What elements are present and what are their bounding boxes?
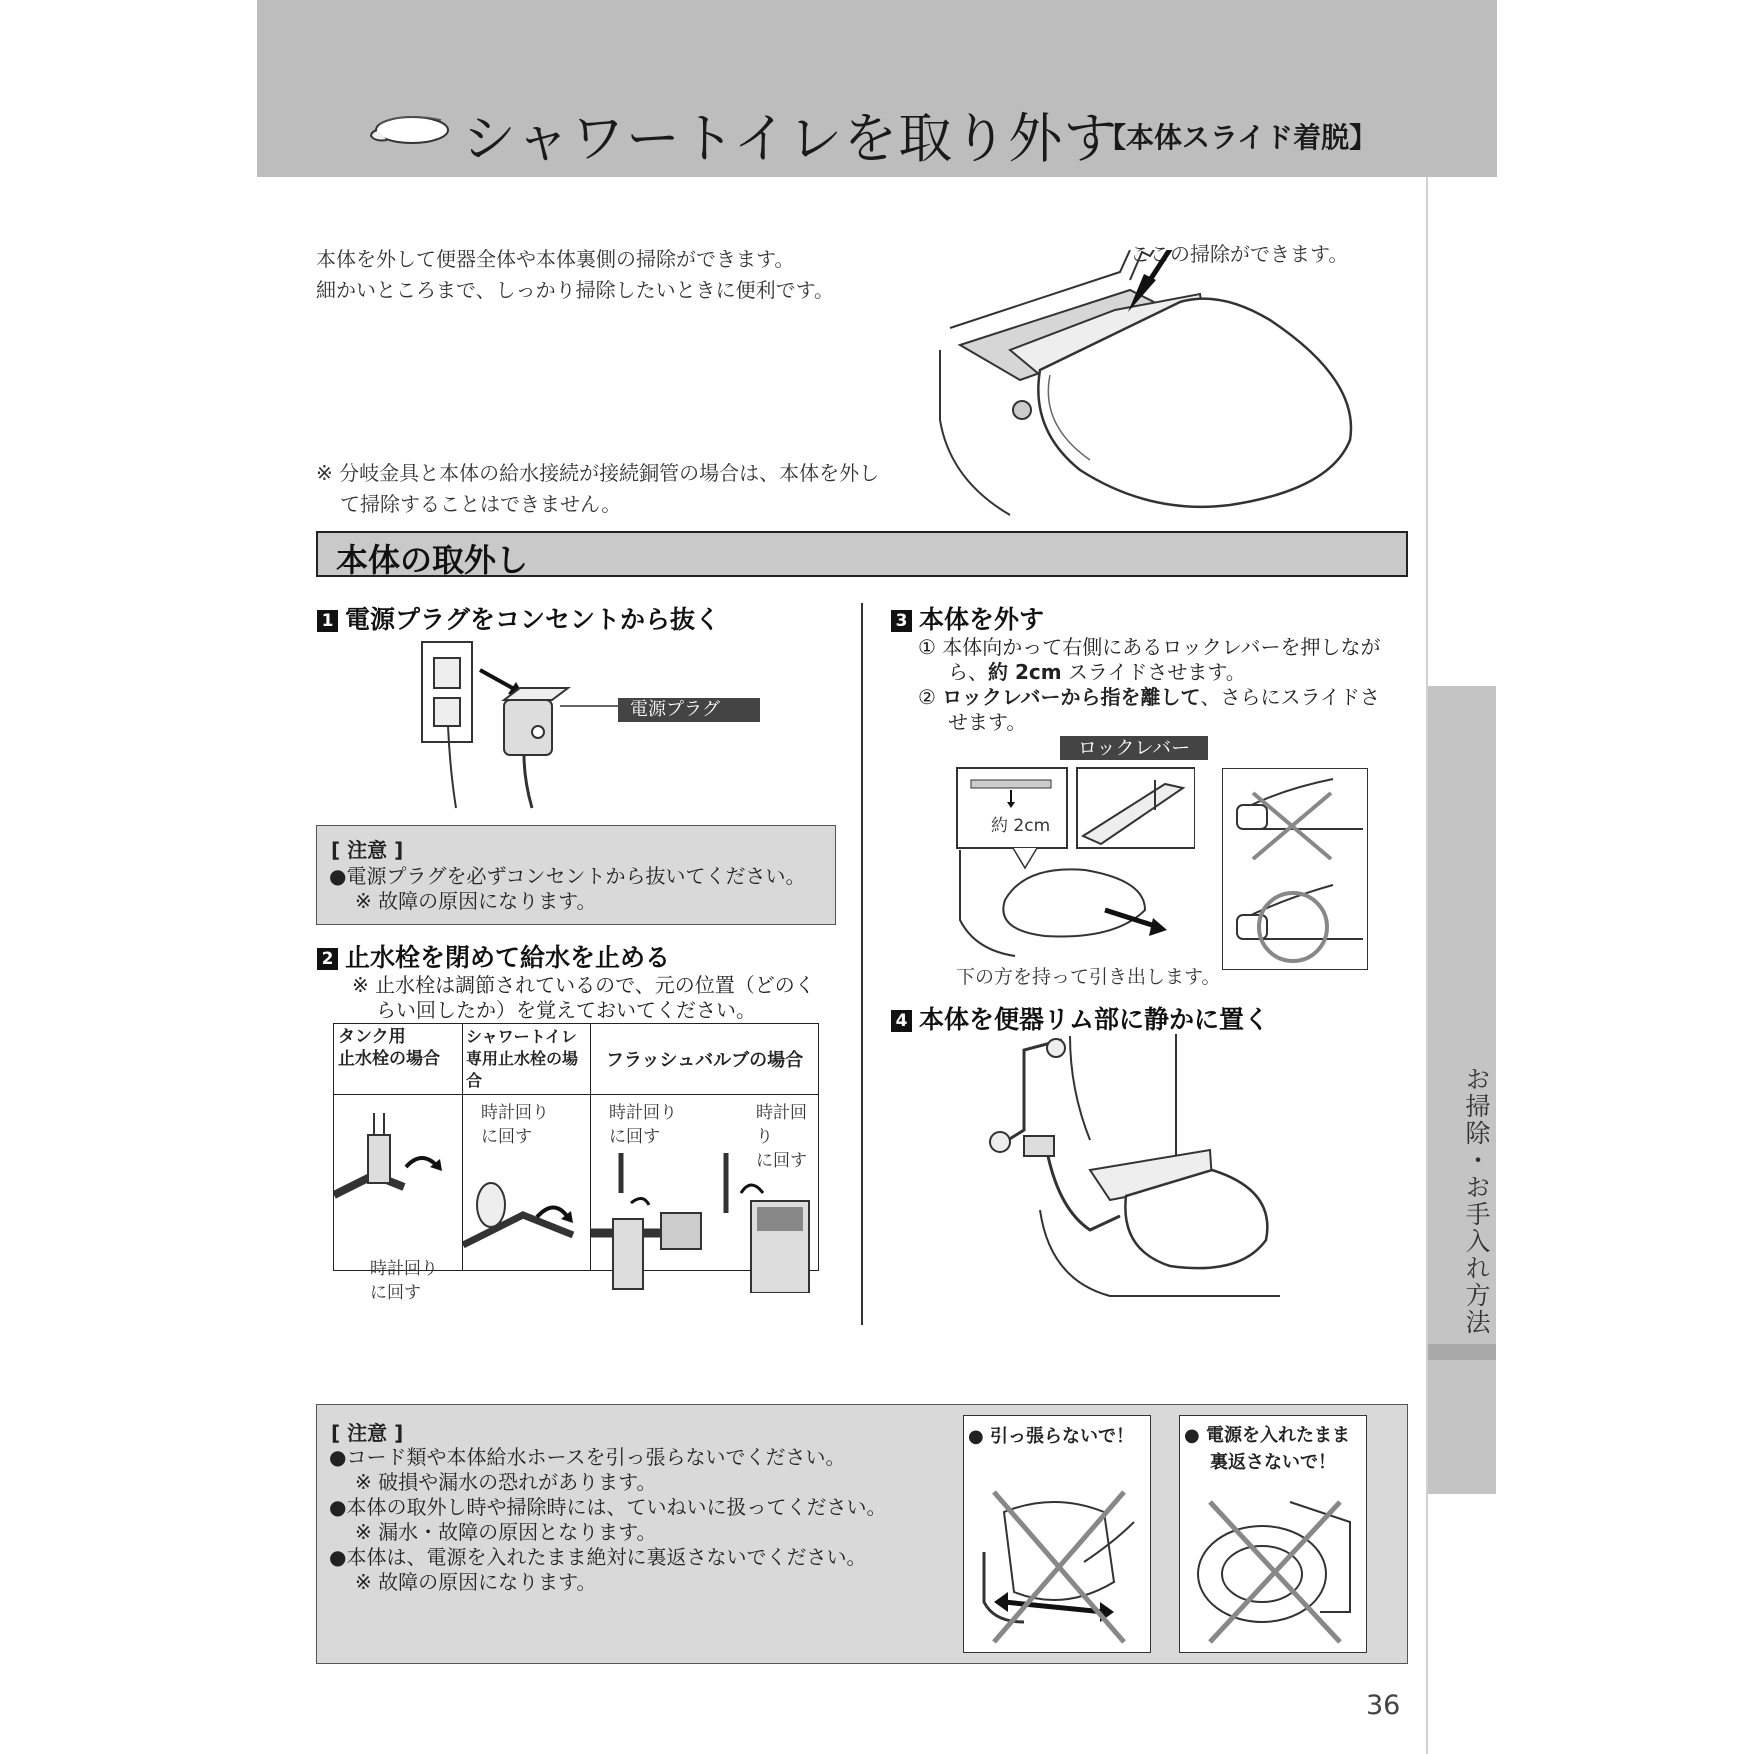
header-line: 止水栓の場合 xyxy=(338,1049,440,1069)
lock-lever-label: ロックレバー xyxy=(1060,736,1208,760)
item-text: 、さらにスライドさ xyxy=(1200,685,1380,709)
turn-line: 時計回り xyxy=(756,1103,807,1147)
turn-line: 時計回り xyxy=(609,1103,677,1123)
page-subtitle: 【本体スライド着脱】 xyxy=(1098,121,1378,154)
page-title: シャワートイレを取り外す xyxy=(462,107,1119,170)
caution-subline: ※ 破損や漏水の恐れがあります。 xyxy=(355,1470,657,1494)
step1-heading xyxy=(317,600,720,636)
side-tab-stripe xyxy=(1428,1344,1496,1360)
turn-line: 時計回り xyxy=(481,1103,549,1123)
instruction-line xyxy=(918,685,1418,710)
step-title: 本体を便器リム部に静かに置く xyxy=(919,1005,1270,1034)
intro-line: 本体を外して便器全体や本体裏側の掃除ができます。 xyxy=(316,247,795,271)
item-text: スライドさせます。 xyxy=(1061,660,1246,684)
turn-line: に回す xyxy=(370,1283,421,1303)
slide-out-illustration xyxy=(955,760,1195,960)
column-divider xyxy=(861,603,863,1325)
caution-line: ●コード類や本体給水ホースを引っ張らないでください。 xyxy=(329,1445,846,1469)
item-emphasis: 約 2cm xyxy=(988,660,1062,684)
header-line: シャワートイレ xyxy=(466,1027,577,1046)
caution-line: ●本体の取外し時や掃除時には、ていねいに扱ってください。 xyxy=(329,1495,887,1519)
step3-heading xyxy=(891,600,1044,636)
note-line: らい回したか）を覚えておいてください。 xyxy=(376,998,756,1022)
step2-heading xyxy=(317,938,670,974)
step-title: 止水栓を閉めて給水を止める xyxy=(345,943,671,972)
caution-subline: ※ 故障の原因になります。 xyxy=(355,1570,597,1594)
plug-label: 電源プラグ xyxy=(618,698,760,722)
step-number: 1 xyxy=(317,610,338,632)
grip-comparison-illustration xyxy=(1223,769,1367,969)
valve-col-flush: フラッシュバルブの場合 xyxy=(591,1024,819,1095)
instruction-line xyxy=(918,660,1418,685)
valve-col-shower xyxy=(463,1024,591,1095)
warning-line: ● 電源を入れたまま xyxy=(1184,1425,1350,1446)
item-emphasis: ロックレバーから指を離して xyxy=(942,685,1201,709)
step-number: 2 xyxy=(317,948,338,970)
item-text: ら、 xyxy=(948,660,988,684)
step3-instructions xyxy=(918,635,1418,735)
flush-valve-illustration xyxy=(591,1153,831,1293)
turn-label xyxy=(481,1101,549,1149)
distance-label: 約 2cm xyxy=(988,814,1053,838)
header-line: タンク用 xyxy=(338,1027,406,1047)
tank-valve-cell xyxy=(334,1095,463,1303)
flush-valve-cell xyxy=(591,1095,819,1271)
step-title: 電源プラグをコンセントから抜く xyxy=(345,605,721,634)
turn-label xyxy=(370,1257,450,1305)
shower-valve-cell xyxy=(463,1095,591,1271)
plug-outlet-illustration xyxy=(420,640,620,810)
shower-valve-illustration xyxy=(463,1175,583,1285)
item-marker: ② xyxy=(918,685,936,709)
warning-label xyxy=(1184,1422,1350,1476)
intro-text xyxy=(316,244,834,306)
item-text: 本体向かって右側にあるロックレバーを押しなが xyxy=(942,635,1381,659)
instruction-line xyxy=(918,635,1418,660)
intro-note xyxy=(316,458,906,520)
step-number: 4 xyxy=(891,1010,912,1032)
page-number: 36 xyxy=(1366,1690,1401,1721)
caution-title: [ 注意 ] xyxy=(331,1421,404,1445)
item-marker: ① xyxy=(918,635,936,659)
step3-caption: 下の方を持って引き出します。 xyxy=(956,966,1221,988)
caution-line: ●本体は、電源を入れたまま絶対に裏返さないでください。 xyxy=(329,1545,867,1569)
cleaning-callout: ここの掃除ができます。 xyxy=(1130,242,1349,266)
warning-label: ● 引っ張らないで！ xyxy=(968,1426,1134,1447)
side-tab-label: お掃除・お手入れ方法 xyxy=(1462,1066,1491,1336)
caution-box-bottom xyxy=(316,1404,1408,1664)
no-flipping-illustration xyxy=(1180,1482,1366,1652)
step-title: 本体を外す xyxy=(919,605,1045,634)
no-flipping-panel xyxy=(1179,1415,1367,1653)
turn-line: 時計回り xyxy=(370,1259,438,1279)
turn-line: に回す xyxy=(609,1127,660,1147)
toilet-seat-icon xyxy=(365,108,455,152)
toilet-illustration xyxy=(930,250,1360,520)
note-line: ※ 止水栓は調節されているので、元の位置（どのく xyxy=(352,973,815,997)
caution-title: [ 注意 ] xyxy=(331,838,404,862)
note-line: ※ 分岐金具と本体の給水接続が接続銅管の場合は、本体を外し xyxy=(316,461,880,485)
caution-subline: ※ 故障の原因になります。 xyxy=(355,889,597,913)
caution-line: ●電源プラグを必ずコンセントから抜いてください。 xyxy=(329,864,806,888)
step-number: 3 xyxy=(891,610,912,632)
caution-box-step1 xyxy=(316,825,836,925)
no-pulling-panel xyxy=(963,1415,1151,1653)
header-line: 専用止水栓の場合 xyxy=(466,1049,579,1090)
no-pulling-illustration xyxy=(964,1452,1150,1652)
section-title: 本体の取外し xyxy=(336,541,529,579)
note-line: て掃除することはできません。 xyxy=(340,492,622,516)
grip-comparison-frame xyxy=(1222,768,1368,970)
instruction-line: せます。 xyxy=(948,710,1027,734)
turn-label xyxy=(609,1101,677,1149)
tank-valve-illustration xyxy=(334,1105,452,1225)
valve-table xyxy=(333,1023,819,1303)
turn-line: に回す xyxy=(756,1151,807,1171)
rim-placement-illustration xyxy=(980,1030,1300,1300)
valve-col-tank xyxy=(334,1024,463,1095)
warning-line: 裏返さないで！ xyxy=(1210,1452,1336,1473)
caution-subline: ※ 漏水・故障の原因となります。 xyxy=(355,1520,657,1544)
intro-line: 細かいところまで、しっかり掃除したいときに便利です。 xyxy=(316,278,834,302)
step2-note xyxy=(352,973,815,1023)
turn-line: に回す xyxy=(481,1127,532,1147)
